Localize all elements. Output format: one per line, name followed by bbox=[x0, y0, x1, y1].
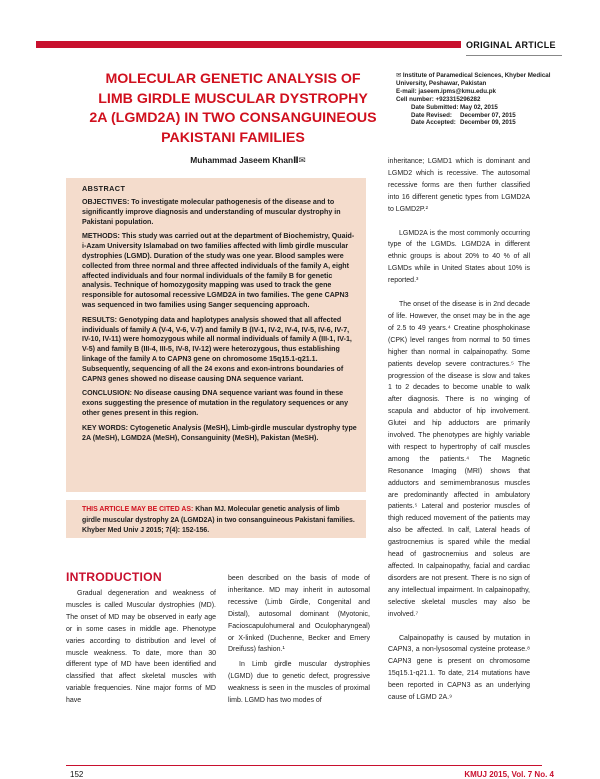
citation-body bbox=[82, 505, 360, 537]
author-line: Muhammad Jaseem KhanⅡ✉ bbox=[190, 155, 306, 165]
abstract-body bbox=[82, 198, 358, 448]
body-column-1 bbox=[66, 588, 216, 710]
methods-label: METHODS: bbox=[82, 232, 120, 241]
body-column-3 bbox=[388, 156, 530, 716]
abstract-objectives bbox=[82, 198, 358, 227]
abstract-heading: ABSTRACT bbox=[82, 184, 126, 193]
conclusion-label: CONCLUSION: bbox=[82, 389, 133, 398]
introduction-heading: INTRODUCTION bbox=[66, 570, 162, 584]
journal-citation: KMUJ 2015, Vol. 7 No. 4 bbox=[464, 770, 554, 779]
results-label: RESULTS: bbox=[82, 315, 117, 324]
citation-text: Khan MJ. Molecular genetic analysis of limb girdle muscular dystrophy 2A (LGMD2A) in two consanguineous Pakistani families. Khyber Med Univ J 2015; 7(4): 152-156. bbox=[82, 506, 355, 534]
results-text: Genotyping data and haplotypes analysis showed that all affected individuals of family A (V-4, V-6, V-7) and family B (IV-1, IV-2, IV-4, IV-5, IV-6, IV-7, IV-10, IV-11) were homozygous while all normal individuals of family A (III-1, IV-1, V-5) and family B (III-4, III-5, IV-8, IV-12) were heterozygous, thus establishing linkage of the family A to CAPN3 gene on chromosome 15q15.1-q21.1. Subsequently, sequencing of all the 24 exons and exon-introns boundaries of CAPN3 genes showed no disease causing DNA sequence variant. bbox=[82, 315, 352, 383]
affiliation-block bbox=[396, 72, 566, 127]
objectives-text: To investigate molecular pathogenesis of the disease and to significantly improve diagnosis and understanding of muscular dystrophy in Pakistani population. bbox=[82, 198, 341, 226]
date-submitted-value: May 02, 2015 bbox=[460, 103, 498, 111]
date-revised-row bbox=[396, 112, 566, 120]
paragraph: inheritance; LGMD1 which is dominant and LGMD2 which is recessive. The autosomal recessive forms are then further classified into 16 different genetic types from LGMD2A to LGMD2P.² bbox=[388, 158, 530, 213]
affiliation-institute: ✉ Institute of Paramedical Sciences, Khyber Medical University, Peshawar, Pakistan bbox=[396, 72, 551, 87]
conclusion-text: No disease causing DNA sequence variant was found in these exons suggesting the presence of mutation in the regulatory sequences or any other genes present in this region. bbox=[82, 389, 349, 417]
citation-label: THIS ARTICLE MAY BE CITED AS: bbox=[82, 506, 194, 513]
body-column-2 bbox=[228, 573, 370, 710]
date-accepted-row bbox=[396, 119, 566, 127]
abstract-keywords bbox=[82, 424, 358, 444]
keywords-text: Cytogenetic Analysis (MeSH), Limb-girdle muscular dystrophy type 2A (MeSH), LGMD2A (MeSH), Consanguinity (MeSH), Pakistan (MeSH). bbox=[82, 423, 357, 442]
date-accepted-label: Date Accepted: bbox=[411, 119, 456, 127]
paragraph: LGMD2A is the most commonly occurring type of the LGMDs. LGMD2A in different ethnic groups is about 20% to 40 % of all LGMDs while in United States about 10% is reported.³ bbox=[388, 229, 530, 285]
paragraph: In Limb girdle muscular dystrophies (LGMD) due to genetic defect, progressive weakness is seen in the muscles of proximal limb. LGMD has two modes of bbox=[228, 661, 370, 705]
article-title: MOLECULAR GENETIC ANALYSIS OF LIMB GIRDLE MUSCULAR DYSTROPHY 2A (LGMD2A) IN TWO CONSANGUINEOUS PAKISTANI FAMILIES bbox=[89, 71, 377, 146]
abstract-conclusion bbox=[82, 389, 358, 418]
affiliation-email[interactable]: E-mail: jaseem.ipms@kmu.edu.pk bbox=[396, 87, 496, 95]
affiliation-cell: Cell number: +923315296282 bbox=[396, 95, 481, 103]
page-number: 152 bbox=[70, 770, 84, 779]
date-revised-label: Date Revised: bbox=[411, 111, 452, 119]
section-label-rule bbox=[466, 55, 562, 56]
paragraph: Gradual degeneration and weakness of muscles is called Muscular dystrophies (MD). The onset of MD may be observed in early age or in some cases in middle age. Phenotype varies according to distribution and level of muscle weakness. To date, more than 30 different type of MD have been identified and classified that affect skeletal muscles with variable frequencies. Nine major forms of MD have bbox=[66, 590, 216, 705]
date-revised-value: December 07, 2015 bbox=[460, 111, 516, 119]
paragraph: been described on the basis of mode of inheritance. MD may inherit in autosomal recessive (Limb Girdle, Congenital and Distal), autosomal dominant (Myotonic, Facioscapulohumeral and Oculopharyngeal) or X-linked (Duchenne, Becker and Emery Dreifuss) fashion.¹ bbox=[228, 575, 370, 654]
citation-box bbox=[66, 500, 366, 538]
objectives-label: OBJECTIVES: bbox=[82, 198, 130, 206]
keywords-label: KEY WORDS: bbox=[82, 423, 128, 432]
header-accent-bar bbox=[36, 41, 461, 48]
methods-text: This study was carried out at the department of Biochemistry, Quaid-i-Azam University Islamabad on two families affected with limb girdle muscular dystrophies (LGMD). Duration of the study was one year. Blood samples were collected from three normal and three affected individuals of the family A, eight affected individuals and four normal individuals of the family B for genetic analysis. Technique of homozygosity mapping was used to track the gene responsible for autosomal recessive LGMD2A in two families. The gene CAPN3 was sequenced in two families using Sanger sequencing approach. bbox=[82, 232, 355, 309]
abstract-box bbox=[66, 178, 366, 492]
date-submitted-label: Date Submitted: bbox=[411, 103, 459, 111]
paragraph: Calpainopathy is caused by mutation in CAPN3, a non-lysosomal cysteine protease.⁸ CAPN3 gene is present on chromosome 15q15.1-q21.1. To date, 214 mutations have been reported in CAPN3 as an underlying cause of LGMD 2A.⁹ bbox=[388, 634, 530, 702]
abstract-results bbox=[82, 316, 358, 385]
date-submitted-row bbox=[396, 104, 566, 112]
date-accepted-value: December 09, 2015 bbox=[460, 119, 516, 127]
paragraph: The onset of the disease is in 2nd decade of life. However, the onset may be in the age of 2.5 to 49 years.⁴ Creatine phosphokinase (CPK) level ranges from normal to 50 times higher than normal in calpainopathy. Some patients develop severe contractures.⁵ The progression of the disease is slow and takes 1 to 2 decades to become unable to walk after diagnosis. There is no winging of scapula and abductor of hip involvement. Glutei and hip adductors are primarily involved. The phenotypes are highly variable with respect to hypertrophy of calf muscles among the patients.⁴ The Magnetic Resonance Imaging (MRI) shows that adductors and semimembranosus muscles are predominantly affected in ambulatory patients.⁵ Lateral and posterior muscles of thigh reduced movement of the patients may also be affected. In calf, Lateral heads of gastrocnemius is spared while the medial head of gastrocnemius and soleus are affected. In calpainopathy, facial and cardiac disorders are not present. There is no sign of any intellectual impairment. In calpainopathy, selective skeletal muscles may also be involved.⁷ bbox=[388, 301, 530, 618]
abstract-methods bbox=[82, 232, 358, 310]
section-label: ORIGINAL ARTICLE bbox=[466, 40, 556, 50]
footer-rule bbox=[66, 765, 542, 766]
